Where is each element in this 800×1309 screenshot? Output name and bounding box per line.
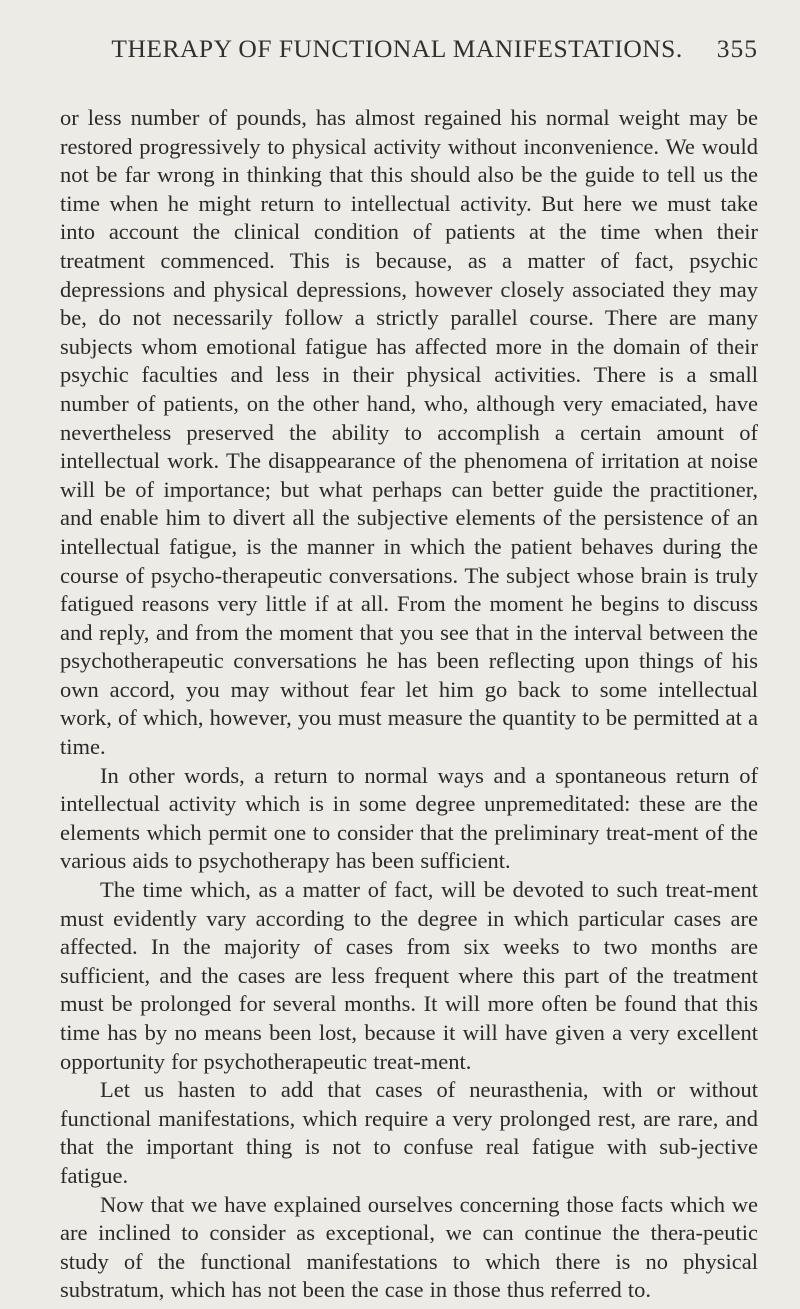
paragraph: The time which, as a matter of fact, will be devoted to such treat-ment must evidently vary according to the degree in which particular cases are affected. In the majority of cases from six weeks to two months are sufficient, and the cases are less frequent where this part of the treatment must be prolonged for several months. It will more often be found that this time has by no means been lost, because it will have given a very excellent opportunity for psychotherapeutic treat-ment. [60, 877, 758, 1074]
paragraph: or less number of pounds, has almost regained his normal weight may be restored progressively to physical activity without inconvenience. We would not be far wrong in thinking that this should also be the guide to tell us the time when he might return to intellectual activity. But here we must take into account the clinical condition of patients at the time when their treatment commenced. This is because, as a matter of fact, psychic depressions and physical depressions, however closely associated they may be, do not necessarily follow a strictly parallel course. There are many subjects whom emotional fatigue has affected more in the domain of their psychic faculties and less in their physical activities. There is a small number of patients, on the other hand, who, although very emaciated, have nevertheless preserved the ability to accomplish a certain amount of intellectual work. The disappearance of the phenomena of irritation at noise will be of importance; but what perhaps can better guide the practitioner, and enable him to divert all the subjective elements of the persistence of an intellectual fatigue, is the manner in which the patient behaves during the course of psycho-therapeutic conversations. The subject whose brain is truly fatigued reasons very little if at all. From the moment he begins to discuss and reply, and from the moment that you see that in the interval between the psychotherapeutic conversations he has been reflecting upon things of his own accord, you may without fear let him go back to some intellectual work, of which, however, you must measure the quantity to be permitted at a time. [60, 105, 758, 760]
body-text [60, 104, 758, 1305]
running-title: THERAPY OF FUNCTIONAL MANIFESTATIONS. [111, 34, 683, 63]
page-number: 355 [716, 34, 758, 63]
paragraph: In other words, a return to normal ways and a spontaneous return of intellectual activity which is in some degree unpremeditated: these are the elements which permit one to consider that the preliminary treat-ment of the various aids to psychotherapy has been sufficient. [60, 762, 758, 874]
paragraph: Now that we have explained ourselves concerning those facts which we are inclined to consider as exceptional, we can continue the thera-peutic study of the functional manifestations to which there is no physical substratum, which has not been the case in those thus referred to. [60, 1191, 758, 1303]
paragraph: Let us hasten to add that cases of neurasthenia, with or without functional manifestations, which require a very prolonged rest, are rare, and that the important thing is not to confuse real fatigue with sub-jective fatigue. [60, 1077, 758, 1188]
running-header [60, 34, 758, 80]
